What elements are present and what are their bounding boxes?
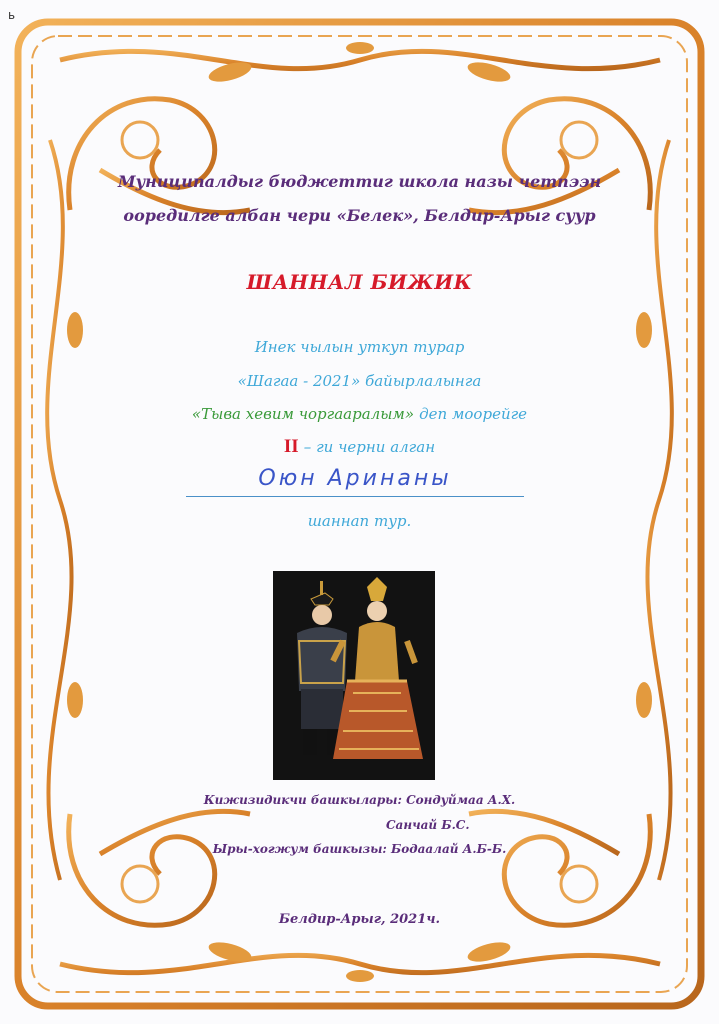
body-line-5: шаннап тур. [307,512,412,530]
body-line-3 [0,404,719,423]
signature-line-2: Санчай Б.С. [386,818,470,832]
costume-photo [273,571,435,780]
signature-line-3: Ыры-хогжум башкызы: Бодаалай А.Б-Б. [212,842,507,856]
corner-mark: ь [8,8,16,22]
signature-line-1: Кижизидикчи башкылары: Сондуймаа А.Х. [203,793,516,807]
place-number: II [283,436,299,457]
header-line-2: ооредилге албан чери «Белек», Белдир-Арыг суур [123,206,596,225]
recipient-name: Оюн Аринаны [258,466,452,491]
contest-suffix: деп моорейге [419,405,528,423]
page-title: ШАННАЛ БИЖИК [246,270,473,294]
recipient-underline [186,496,524,497]
body-line-2: «Шагаа - 2021» байырлалынга [237,372,482,390]
contest-name: «Тыва хевим чоргааралым» [191,405,415,423]
place-date: Белдир-Арыг, 2021ч. [278,912,441,927]
body-line-4 [0,436,719,458]
header-line-1: Муниципалдыг бюджеттиг школа назы четпээн [117,172,602,191]
costume-photo-illustration [273,571,435,780]
place-suffix: – ги черни алган [303,438,436,456]
body-line-1: Инек чылын уткуп турар [254,338,465,356]
